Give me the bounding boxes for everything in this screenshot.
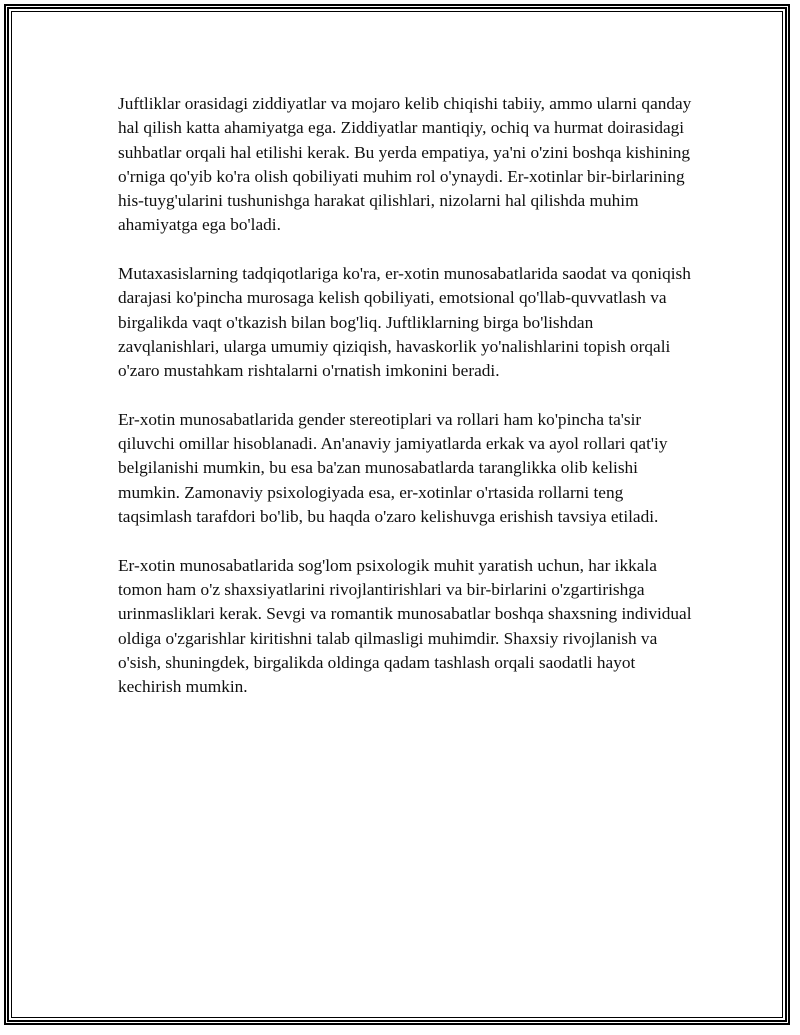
paragraph-4: Er-xotin munosabatlarida sog'lom psixologik muhit yaratish uchun, har ikkala tomon ham o'z shaxsiyatlarini rivojlantirishlari va bir-birlarini o'zgartirishga urinmasliklari kerak. Sevgi va romantik munosabatlar boshqa shaxsning individual oldiga o'zgarishlar kiritishni talab qilmasligi muhimdir. Shaxsiy rivojlanish va o'sish, shuningdek, birgalikda oldinga qadam tashlash orqali saodatli hayot kechirish mumkin. [118, 555, 692, 697]
paragraph-3: Er-xotin munosabatlarida gender stereotiplari va rollari ham ko'pincha ta'sir qiluvchi omillar hisoblanadi. An'anaviy jamiyatlarda erkak va ayol rollari qat'iy belgilanishi mumkin, bu esa ba'zan munosabatlarda taranglikka olib kelishi mumkin. Zamonaviy psixologiyada esa, er-xotinlar o'rtasida rollarni teng taqsimlash tarafdori bo'lib, bu haqda o'zaro kelishuvga erishish tavsiya etiladi. [118, 409, 668, 527]
paragraph-2: Mutaxasislarning tadqiqotlariga ko'ra, er-xotin munosabatlarida saodat va qoniqish darajasi ko'pincha murosaga kelish qobiliyati, emotsional qo'llab-quvvatlash va birgalikda vaqt o'tkazish bilan bog'liq. Juftliklarning birga bo'lishdan zavqlanishlari, ularga umumiy qiziqish, havaskorlik yo'nalishlarini topish orqali o'zaro mustahkam rishtalarni o'rnatish imkonini beradi. [118, 264, 691, 381]
paragraph-1: Juftliklar orasidagi ziddiyatlar va mojaro kelib chiqishi tabiiy, ammo ularni qanday hal qilish katta ahamiyatga ega. Ziddiyatlar mantiqiy, ochiq va hurmat doirasidagi suhbatlar orqali hal etilishi kerak. Bu yerda empatiya, ya'ni o'zini boshqa kishining o'rniga qo'yib ko'ra olish qobiliyati muhim rol o'ynaydi. Er-xotinlar bir-birlarining his-tuyg'ularini tushunishga harakat qilishlari, nizolarni hal qilishda muhim ahamiyatga ega bo'ladi. [118, 94, 692, 235]
document-body [118, 92, 693, 724]
